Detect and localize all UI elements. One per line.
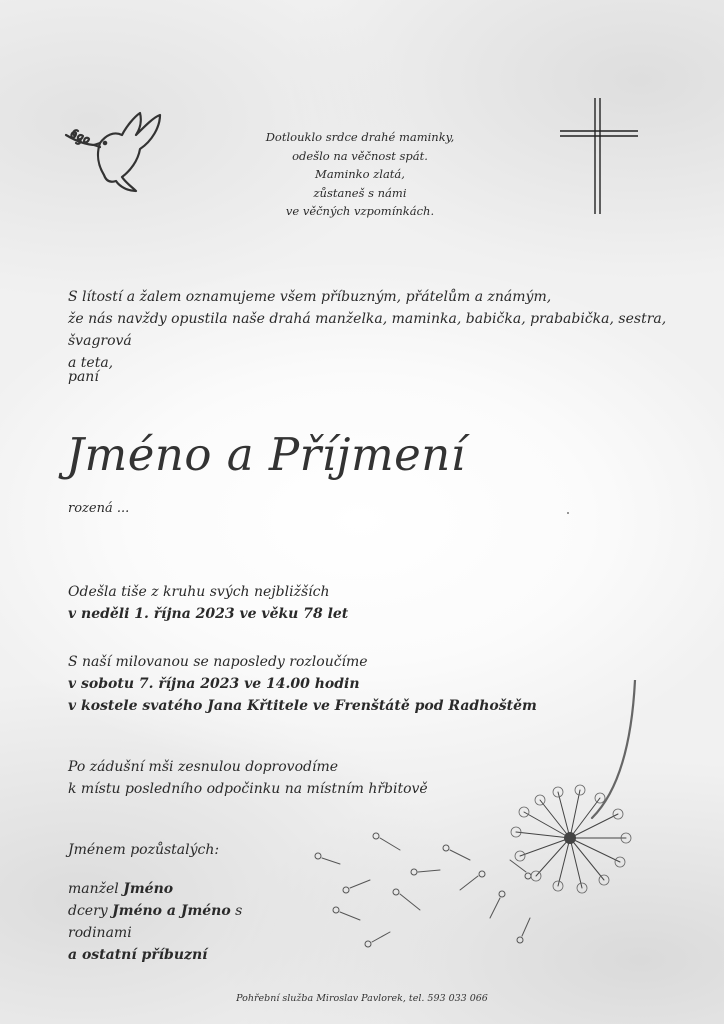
cross-icon	[558, 96, 640, 216]
burial-line: Po zádušní mši zesnulou doprovodíme	[68, 759, 339, 775]
daughters-names: Jméno a Jméno	[112, 903, 231, 919]
burial-line: k místu posledního odpočinku na místním hřbitově	[68, 781, 428, 797]
intro-line: S lítostí a žalem oznamujeme všem příbuzným, přátelům a známým,	[68, 289, 552, 305]
daughters-suffix: s	[230, 903, 243, 919]
deceased-name: Jméno a Příjmení	[66, 428, 466, 481]
funeral-place: v kostele svatého Jana Křtitele ve Frenštátě pod Radhoštěm	[68, 698, 537, 714]
death-info	[68, 581, 628, 625]
dandelion-illustration	[300, 680, 640, 960]
announcement-intro	[68, 286, 668, 374]
dove-icon	[60, 105, 165, 195]
maiden-name: rozená ...	[68, 501, 130, 516]
death-date: v neděli 1. října 2023 ve věku 78 let	[68, 606, 349, 622]
funeral-line: S naší milovanou se naposledy rozloučíme	[68, 654, 368, 670]
title-word: paní	[68, 369, 99, 385]
memorial-verse	[250, 128, 470, 221]
funeral-date: v sobotu 7. října 2023 ve 14.00 hodin	[68, 676, 360, 692]
husband-label: manžel	[68, 881, 124, 897]
daughters-label: dcery	[68, 903, 113, 919]
survivor-relatives: a ostatní příbuzní	[68, 947, 208, 963]
intro-line: a teta,	[68, 355, 114, 371]
verse-line: ve věčných vzpomínkách.	[285, 204, 435, 219]
footer-credit: Pohřební služba Miroslav Pavlorek, tel. 593 033 066	[236, 993, 488, 1004]
survivors-heading: Jménem pozůstalých:	[68, 842, 220, 858]
speck	[567, 512, 569, 514]
verse-line: odešlo na věčnost spát.	[292, 148, 428, 163]
husband-name: Jméno	[123, 881, 174, 897]
survivor-families: rodinami	[68, 925, 132, 941]
verse-line: zůstaneš s námi	[313, 185, 407, 200]
verse-line: Maminko zlatá,	[315, 167, 405, 182]
death-line: Odešla tiše z kruhu svých nejbližších	[68, 584, 330, 600]
intro-line: že nás navždy opustila naše drahá manželka, maminka, babička, prababička, sestra, švagrová	[68, 311, 667, 349]
verse-line: Dotlouklo srdce drahé maminky,	[265, 130, 455, 144]
